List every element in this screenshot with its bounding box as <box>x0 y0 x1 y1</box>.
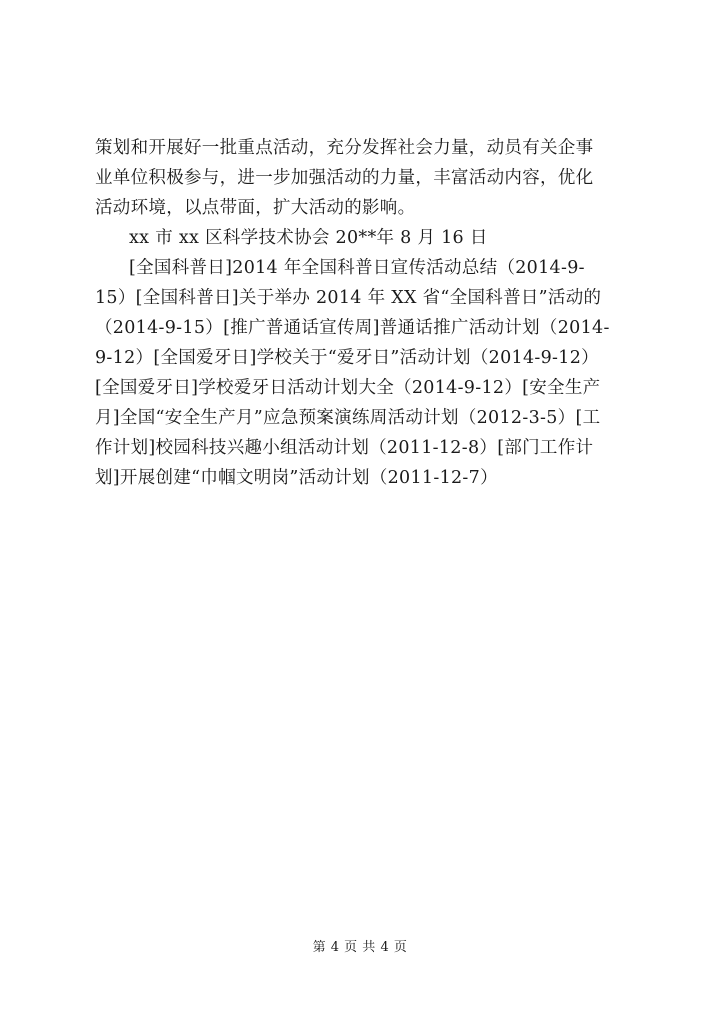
related-links-line-3: （2014-9-15）[推广普通话宣传周]普通话推广活动计划（2014- <box>95 318 610 338</box>
related-links-line-7: 作计划]校园科技兴趣小组活动计划（2011-12-8）[部门工作计 <box>95 438 594 458</box>
paragraph-line-1: 策划和开展好一批重点活动，充分发挥社会力量，动员有关企事 <box>95 138 594 158</box>
related-links-line-6: 月]全国“安全生产月”应急预案演练周活动计划（2012-3-5）[工 <box>95 408 601 428</box>
signature-line: xx 市 xx 区科学技术协会 20**年 8 月 16 日 <box>129 228 488 248</box>
page-footer: 第 4 页 共 4 页 <box>312 940 408 955</box>
related-links-line-4: 9-12）[全国爱牙日]学校关于“爱牙日”活动计划（2014-9-12） <box>95 348 599 368</box>
related-links-line-2: 15）[全国科普日]关于举办 2014 年 XX 省“全国科普日”活动的 <box>95 288 602 308</box>
paragraph-line-2: 业单位积极参与，进一步加强活动的力量，丰富活动内容，优化 <box>95 168 594 188</box>
document-body <box>95 133 635 493</box>
related-links-line-8: 划]开展创建“巾帼文明岗”活动计划（2011-12-7） <box>95 468 498 488</box>
paragraph-line-3: 活动环境，以点带面，扩大活动的影响。 <box>95 198 416 218</box>
related-links-line-1: [全国科普日]2014 年全国科普日宣传活动总结（2014-9- <box>129 258 585 278</box>
related-links-line-5: [全国爱牙日]学校爱牙日活动计划大全（2014-9-12）[安全生产 <box>95 378 601 398</box>
